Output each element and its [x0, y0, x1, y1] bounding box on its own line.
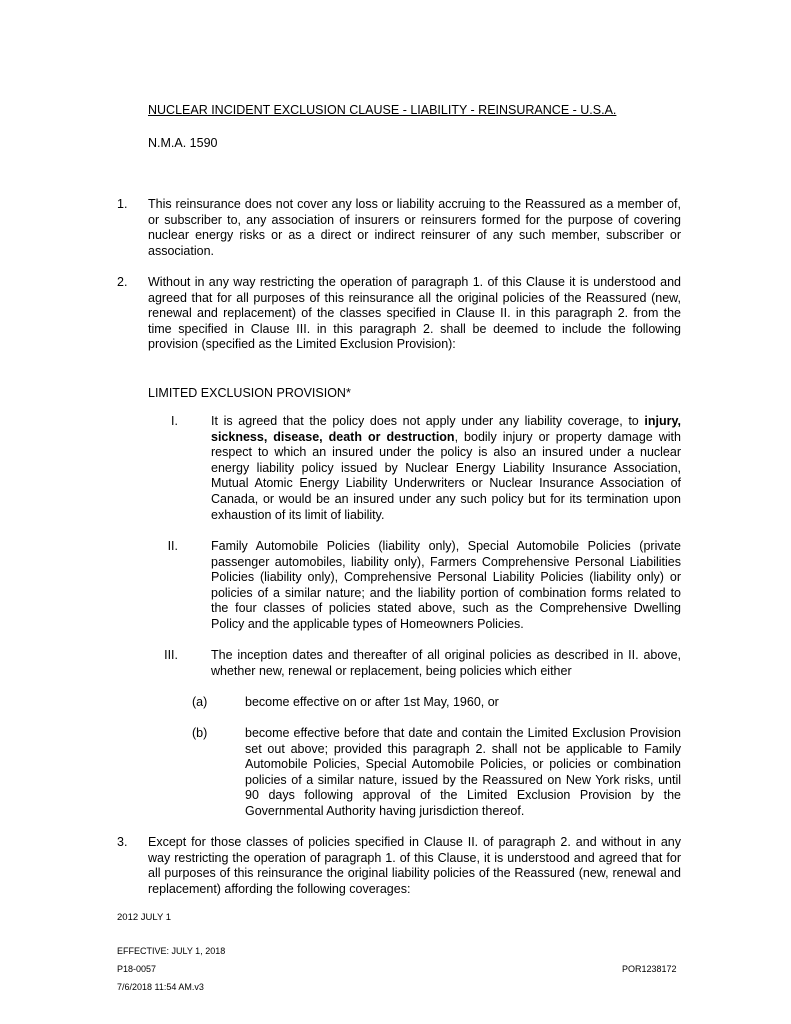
subclause-text: become effective before that date and contain the Limited Exclusion Provision set out above; provided this paragraph 2. shall not be applicable to Family Automobile Policies, Special Automobile Policies, or policies or combination policies of a similar nature, issued by the Reassured on New York risks, until 90 days following approval of the Limited Exclusion Provision by the Governmental Authority having jurisdiction thereof. — [245, 726, 681, 818]
paragraph-number: 2. — [117, 275, 128, 289]
document-title: NUCLEAR INCIDENT EXCLUSION CLAUSE - LIABILITY - REINSURANCE - U.S.A. — [148, 103, 617, 117]
clause-1 — [148, 414, 681, 523]
footer-code: P18-0057 — [117, 964, 157, 974]
clause-text: Family Automobile Policies (liability only), Special Automobile Policies (private passenger automobiles, liability only), Farmers Comprehensive Personal Liabilities Policies (liability only), Comprehensive Personal Liability Policies (liability only) or policies of a similar nature; and the liability portion of combination forms related to the four classes of policies stated above, such as the Comprehensive Dwelling Policy and the applicable types of Homeowners Policies. — [211, 539, 681, 631]
edition-date: 2012 JULY 1 — [117, 912, 172, 923]
subclause-text: become effective on or after 1st May, 1960, or — [245, 695, 499, 709]
paragraph-number: 1. — [117, 197, 128, 211]
paragraph-text: Without in any way restricting the operation of paragraph 1. of this Clause it is understood and agreed that for all purposes of this reinsurance all the original policies of the Reassured (new, renewal and replacement) of the classes specified in Clause II. in this paragraph 2. from the time specified in Clause III. in this paragraph 2. shall be deemed to include the following provision (specified as the Limited Exclusion Provision): — [148, 275, 681, 352]
document-reference: N.M.A. 1590 — [148, 136, 218, 150]
footer-timestamp: 7/6/2018 11:54 AM.v3 — [117, 982, 204, 992]
clause-text-bold: injury, sickness, disease, death or destruction — [211, 414, 681, 444]
footer-por-number: POR1238172 — [622, 964, 677, 974]
clause-2 — [148, 539, 681, 633]
clause-text-after: , bodily injury or property damage with respect to which an insured under the policy is also an insured under a nuclear energy liability policy issued by Nuclear Energy Liability Insurance Association, Mutual Atomic Energy Liability Underwriters or Nuclear Insurance Association of Canada, or would be an insured under any such policy but for its termination upon exhaustion of its limit of liability. — [211, 429, 681, 522]
clause-text — [211, 414, 681, 523]
subclause-number: (b) — [192, 726, 208, 740]
footer-effective: EFFECTIVE: JULY 1, 2018 — [117, 946, 226, 956]
subclause-number: (a) — [192, 695, 208, 709]
limited-exclusion-heading: LIMITED EXCLUSION PROVISION* — [148, 386, 351, 400]
clause-text-before: It is agreed that the policy does not apply under any liability coverage, to — [211, 414, 645, 428]
paragraph-1 — [117, 197, 681, 259]
paragraph-3 — [117, 835, 681, 897]
subclause-b — [148, 726, 681, 820]
paragraph-2 — [117, 275, 681, 353]
paragraph-text: This reinsurance does not cover any loss or liability accruing to the Reassured as a member of, or subscriber to, any association of insurers or reinsurers formed for the purpose of covering nuclear energy risks or as a direct or indirect reinsurer of any such member, subscriber or association. — [148, 197, 681, 258]
subclause-a — [148, 695, 681, 711]
clause-number: II. — [167, 539, 178, 553]
clause-3 — [148, 648, 681, 679]
clause-number: III. — [164, 648, 178, 662]
paragraph-text: Except for those classes of policies specified in Clause II. of paragraph 2. and without in any way restricting the operation of paragraph 1. of this Clause, it is understood and agreed that for all purposes of this reinsurance the original liability policies of the Reassured (new, renewal and replacement) affording the following coverages: — [148, 835, 681, 896]
clause-text: The inception dates and thereafter of all original policies as described in II. above, whether new, renewal or replacement, being policies which either — [211, 648, 681, 678]
clause-number: I. — [171, 414, 178, 428]
paragraph-number: 3. — [117, 835, 128, 849]
